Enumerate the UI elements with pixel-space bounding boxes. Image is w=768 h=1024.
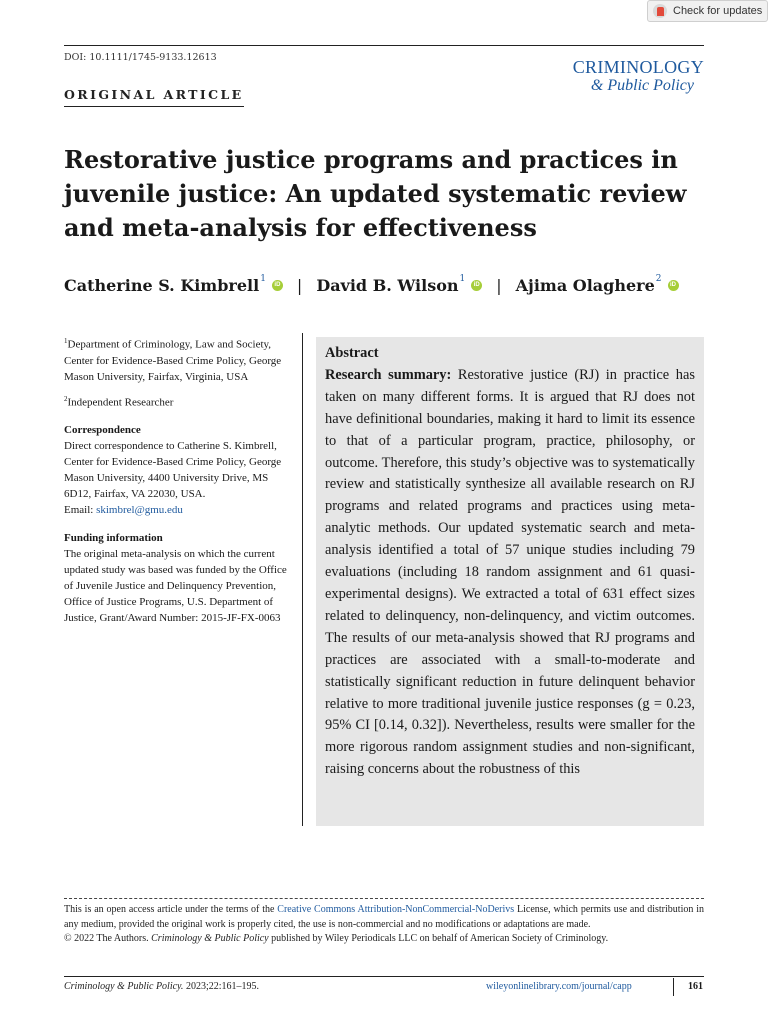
article-info-column <box>64 333 296 632</box>
funding-text: The original meta-analysis on which the current updated study was based was funded by the Office of Juvenile Justice and Delinquency Prevention, Office of Justice Programs, U.S. Department of Justice, Grant/Award Number: 2015-JF-FX-0063 <box>64 548 287 625</box>
article-type: ORIGINAL ARTICLE <box>64 87 244 107</box>
author-separator: | <box>296 276 303 295</box>
author-name: Ajima Olaghere <box>515 276 655 295</box>
author-affiliation-marker[interactable]: 2 <box>655 274 662 284</box>
author-affiliation-marker[interactable]: 1 <box>260 274 266 284</box>
abstract-text: Research summary: Restorative justice (RJ) in practice has taken on many different forms. It is argued that RJ does not have definitional boundaries, making it hard to limit its essence to that of a particular program, practice, philosophy, or outcome. Therefore, this study’s objective was to systematically review and statistically synthesize all available research on RJ programs and related programs and practices using meta-analytic methods. Our updated systematic search and meta-analysis identified a total of 57 unique studies including 79 evaluations (including 18 random assignment and 61 quasi-experimental designs). We extracted a total of 631 effect sizes related to delinquency, non-delinquency, and victim outcomes. The results of our meta-analysis showed that RJ programs and practices are associated with a small-to-moderate and statistically significant reduction in future delinquent behavior relative to more traditional juvenile justice responses (g = 0.23, 95% CI [0.14, 0.32]). Nevertheless, results were smaller for the more rigorous random assignment studies and non-significant, raising concerns about the robustness of this <box>325 366 695 778</box>
abstract-heading: Abstract <box>325 345 379 361</box>
author-name: David B. Wilson <box>316 276 459 295</box>
correspondence-text: Direct correspondence to Catherine S. Kimbrell, Center for Evidence-Based Crime Policy, George Mason University, 4400 University Drive, MS 6D12, Fairfax, VA 22030, USA. Email: skimbrel@gmu.edu <box>64 440 282 517</box>
header-rule <box>64 45 704 46</box>
email-link[interactable]: skimbrel@gmu.edu <box>96 504 183 517</box>
abstract-lead: Research summary: <box>325 366 452 383</box>
check-for-updates-label: Check for updates <box>673 5 763 17</box>
journal-logo <box>573 58 704 94</box>
footer-citation: Criminology & Public Policy. 2023;22:161–195. <box>64 981 259 992</box>
author-list <box>64 276 679 295</box>
check-for-updates-button[interactable] <box>647 0 768 22</box>
orcid-icon[interactable]: iD <box>272 280 283 291</box>
funding-heading: Funding information <box>64 532 163 545</box>
journal-url-link[interactable]: wileyonlinelibrary.com/journal/capp <box>486 981 632 992</box>
abstract-box <box>316 337 704 826</box>
footnote-divider <box>64 898 704 899</box>
author-separator: | <box>496 276 502 295</box>
journal-logo-line1: CRIMINOLOGY <box>572 57 704 77</box>
license-link[interactable]: Creative Commons Attribution-NonCommercial-NoDerivs <box>277 904 515 915</box>
crossmark-icon <box>653 4 667 18</box>
orcid-icon[interactable]: iD <box>471 280 482 291</box>
affiliation: $^2$Independent Researcher <box>64 394 174 409</box>
author-name: Catherine S. Kimbrell <box>64 276 260 295</box>
footer-rule <box>64 976 704 977</box>
author-affiliation-marker[interactable]: 1 <box>459 274 466 284</box>
author[interactable] <box>316 276 465 295</box>
author[interactable] <box>516 276 662 295</box>
page-number-divider <box>673 978 674 996</box>
doi: DOI: 10.1111/1745-9133.12613 <box>64 52 217 63</box>
column-divider <box>302 333 303 826</box>
affiliation: $^1$Department of Criminology, Law and Society, Center for Evidence-Based Crime Policy, George Mason University, Fairfax, Virginia, USA <box>64 337 282 383</box>
correspondence-heading: Correspondence <box>64 424 141 437</box>
page-number: 161 <box>688 981 703 992</box>
license-notice: This is an open access article under the terms of the Creative Commons Attribution-NonCommercial-NoDerivs License, which permits use and distribution in any medium, provided the original work is properly cited, the use is non-commercial and no modifications or adaptations are made. © 2022 The Authors. Criminology & Public Policy published by Wiley Periodicals LLC on behalf of American Society of Criminology. <box>64 904 705 944</box>
orcid-icon[interactable]: iD <box>668 280 679 291</box>
journal-logo-line2: & Public Policy <box>590 77 694 94</box>
author[interactable] <box>64 276 266 295</box>
article-title: Restorative justice programs and practices in juvenile justice: An updated systematic review and meta-analysis for effectiveness <box>64 145 687 242</box>
